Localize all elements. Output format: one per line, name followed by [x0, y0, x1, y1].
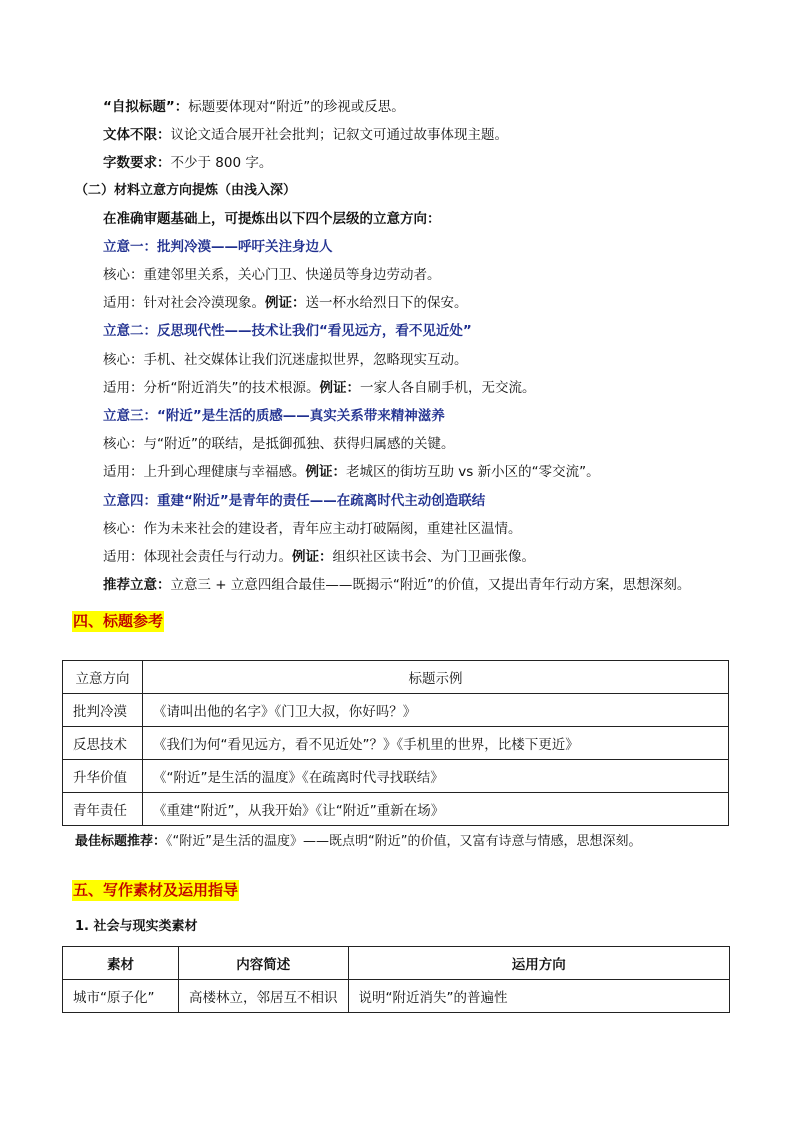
table-cell: 批判冷漠	[63, 694, 143, 727]
table-cell: 高楼林立，邻居互不相识	[179, 980, 349, 1013]
example-text: 送一杯水给烈日下的保安。	[305, 295, 468, 311]
table-cell: 升华价值	[63, 760, 143, 793]
table-cell: 《请叫出他的名字》《门卫大叔，你好吗？》	[143, 694, 729, 727]
section-four-title: 四、标题参考	[73, 612, 164, 630]
best-title-text: 《“附近”是生活的温度》——既点明“附近”的价值，又富有诗意与情感，思想深刻。	[166, 834, 642, 849]
requirement-length-label: 字数要求：	[103, 155, 171, 171]
table-row	[63, 694, 729, 727]
use-label: 适用：	[103, 549, 144, 565]
requirement-title-label: “自拟标题”：	[103, 99, 189, 115]
section-five-title: 五、写作素材及运用指导	[73, 881, 239, 899]
requirement-genre-text: 议论文适合展开社会批判；记叙文可通过故事体现主题。	[170, 127, 508, 143]
recommend-text: 立意三 + 立意四组合最佳——既揭示“附近”的价值，又提出青年行动方案，思想深刻。	[170, 577, 691, 593]
example-label: 例证：	[292, 549, 333, 565]
idea-four-core	[103, 519, 522, 539]
table-row	[63, 727, 729, 760]
requirement-length-line	[103, 153, 272, 173]
core-label: 核心：	[103, 352, 144, 368]
table-cell: 反思技术	[63, 727, 143, 760]
table-row	[63, 980, 730, 1013]
idea-three-use	[103, 462, 600, 482]
table-row	[63, 760, 729, 793]
best-title-label: 最佳标题推荐：	[75, 834, 167, 849]
example-text: 老城区的街坊互助 vs 新小区的“零交流”。	[346, 464, 600, 480]
table-header-cell: 素材	[63, 947, 179, 980]
use-label: 适用：	[103, 464, 144, 480]
table-row	[63, 793, 729, 826]
example-label: 例证：	[265, 295, 306, 311]
example-label: 例证：	[319, 380, 360, 396]
use-text: 分析“附近消失”的技术根源。	[143, 380, 320, 396]
table-header-cell: 标题示例	[143, 661, 729, 694]
subsection-title-two: （二）材料立意方向提炼（由浅入深）	[75, 183, 297, 198]
core-label: 核心：	[103, 267, 144, 283]
example-text: 组织社区读书会、为门卫画张像。	[332, 549, 535, 565]
recommend-line	[103, 575, 690, 595]
requirement-title-text: 标题要体现对“附近”的珍视或反思。	[188, 99, 405, 115]
use-text: 针对社会冷漠现象。	[143, 295, 265, 311]
table-cell: 《“附近”是生活的温度》《在疏离时代寻找联结》	[143, 760, 729, 793]
example-label: 例证：	[305, 464, 346, 480]
title-reference-table	[62, 660, 729, 826]
table-cell: 《我们为何“看见远方，看不见近处”？》《手机里的世界，比楼下更近》	[143, 727, 729, 760]
core-text: 与“附近”的联结，是抵御孤独、获得归属感的关键。	[143, 436, 455, 452]
table-header-row	[63, 661, 729, 694]
core-text: 重建邻里关系，关心门卫、快递员等身边劳动者。	[143, 267, 441, 283]
idea-two-title: 立意二：反思现代性——技术让我们“看见远方，看不见近处”	[103, 323, 472, 339]
requirement-title-line	[103, 97, 405, 117]
material-category-title: 1. 社会与现实类素材	[75, 919, 198, 934]
idea-one-use	[103, 293, 468, 313]
table-header-cell: 内容简述	[179, 947, 349, 980]
material-table	[62, 946, 730, 1013]
table-header-cell: 立意方向	[63, 661, 143, 694]
recommend-label: 推荐立意：	[103, 577, 171, 593]
core-label: 核心：	[103, 436, 144, 452]
core-text: 手机、社交媒体让我们沉迷虚拟世界，忽略现实互动。	[143, 352, 468, 368]
intro-line: 在准确审题基础上，可提炼出以下四个层级的立意方向：	[103, 211, 441, 227]
use-text: 体现社会责任与行动力。	[143, 549, 292, 565]
idea-three-title: 立意三：“附近”是生活的质感——真实关系带来精神滋养	[103, 408, 445, 424]
idea-three-core	[103, 434, 455, 454]
use-label: 适用：	[103, 295, 144, 311]
example-text: 一家人各自刷手机，无交流。	[360, 380, 536, 396]
core-label: 核心：	[103, 521, 144, 537]
idea-two-core	[103, 350, 468, 370]
core-text: 作为未来社会的建设者，青年应主动打破隔阂，重建社区温情。	[143, 521, 522, 537]
idea-two-use	[103, 378, 536, 398]
use-text: 上升到心理健康与幸福感。	[143, 464, 306, 480]
requirement-genre-label: 文体不限：	[103, 127, 171, 143]
idea-one-core	[103, 265, 441, 285]
use-label: 适用：	[103, 380, 144, 396]
requirement-length-text: 不少于 800 字。	[170, 155, 273, 171]
best-title-recommendation	[75, 832, 641, 852]
idea-four-title: 立意四：重建“附近”是青年的责任——在疏离时代主动创造联结	[103, 493, 486, 509]
table-cell: 《重建“附近”，从我开始》《让“附近”重新在场》	[143, 793, 729, 826]
table-cell: 城市“原子化”	[63, 980, 179, 1013]
table-cell: 说明“附近消失”的普遍性	[348, 980, 730, 1013]
table-cell: 青年责任	[63, 793, 143, 826]
table-header-cell: 运用方向	[348, 947, 730, 980]
table-header-row	[63, 947, 730, 980]
idea-four-use	[103, 547, 535, 567]
requirement-genre-line	[103, 125, 508, 145]
idea-one-title: 立意一：批判冷漠——呼吁关注身边人	[103, 239, 333, 255]
